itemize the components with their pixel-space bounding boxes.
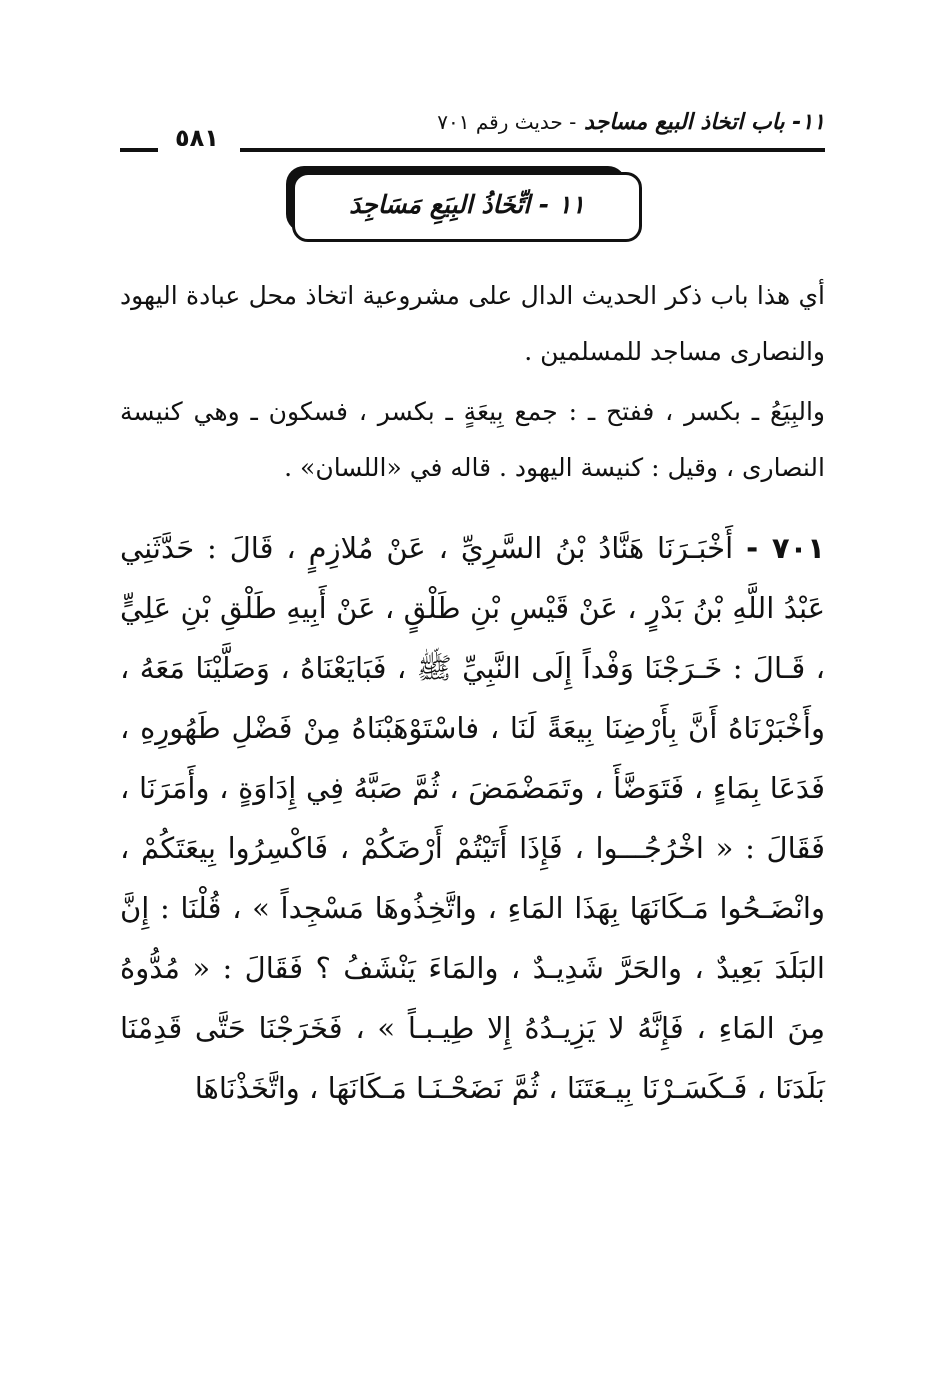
header-rule: [240, 148, 825, 152]
definition-paragraph: والبِيَعُ ـ بكسر ، ففتح ـ : جمع بِيعَةٍ ـ بكسر ، فسكون ـ وهي كنيسة النصارى ، وقيل : كنيسة اليهود . قاله في «اللسان» .: [120, 397, 825, 482]
running-chapter-title: ١١- باب اتخاذ البيع مساجد: [584, 110, 825, 135]
running-title: [437, 110, 825, 135]
running-header: [120, 110, 825, 154]
hadith-number: ٧٠١ -: [746, 531, 825, 565]
hadith-text: [120, 518, 825, 1118]
chapter-title: ١١ - اتِّخَاذُ البِيَعِ مَسَاجِدَ: [349, 190, 585, 219]
page-number-rule: [120, 148, 158, 152]
hadith-body: أَخْبَـرَنَا هَنَّادُ بْنُ السَّرِيِّ ، عَنْ مُلازِمٍ ، قَالَ : حَدَّثَنِي عَبْدُ اللَّهِ بْنُ بَدْرٍ ، عَنْ قَيْسِ بْنِ طَلْقٍ ، عَنْ أَبِيهِ طَلْقِ بْنِ عَلِيٍّ ، قَـالَ : خَـرَجْنَا وَفْداً إِلَى النَّبِيِّ ﷺ ، فَبَايَعْنَاهُ ، وَصَلَّيْنَا مَعَهُ ، وأَخْبَرْنَاهُ أَنَّ بِأَرْضِنَا بِيعَةً لَنَا ، فاسْتَوْهَبْنَاهُ مِنْ فَضْلِ طَهُورِهِ ، فَدَعَا بِمَاءٍ ، فَتَوَضَّأَ ، وتَمَضْمَضَ ، ثُمَّ صَبَّهُ فِي إِدَاوَةٍ ، وأَمَرَنَا ، فَقَالَ : « اخْرُجُـــوا ، فَإِذَا أَتَيْتُمْ أَرْضَكُمْ ، فَاكْسِرُوا بِيعَتَكُمْ ، وانْضَـحُوا مَـكَانَهَا بِهَذَا المَاءِ ، واتَّخِذُوهَا مَسْجِداً » ، قُلْنَا : إِنَّ البَلَدَ بَعِيدٌ ، والحَرَّ شَدِيـدٌ ، والمَاءَ يَنْشَفُ ؟ فَقَالَ : « مُدُّوهُ مِنَ المَاءِ ، فَإِنَّهُ لا يَزِيـدُهُ إِلا طِيـبـاً » ، فَخَرَجْنَا حَتَّى قَدِمْنَا بَلَدَنَا ، فَـكَسَـرْنَا بِيـعَتَنَا ، ثُمَّ نَضَحْـنَـا مَـكَانَهَا ، واتَّخَذْنَاهَا: [120, 531, 825, 1105]
running-hadith-number: - حديث رقم ٧٠١: [437, 110, 577, 134]
page-number: ٥٨١: [175, 124, 219, 152]
intro-paragraph: أي هذا باب ذكر الحديث الدال على مشروعية اتخاذ محل عبادة اليهود والنصارى مساجد للمسلمين .: [120, 281, 825, 366]
